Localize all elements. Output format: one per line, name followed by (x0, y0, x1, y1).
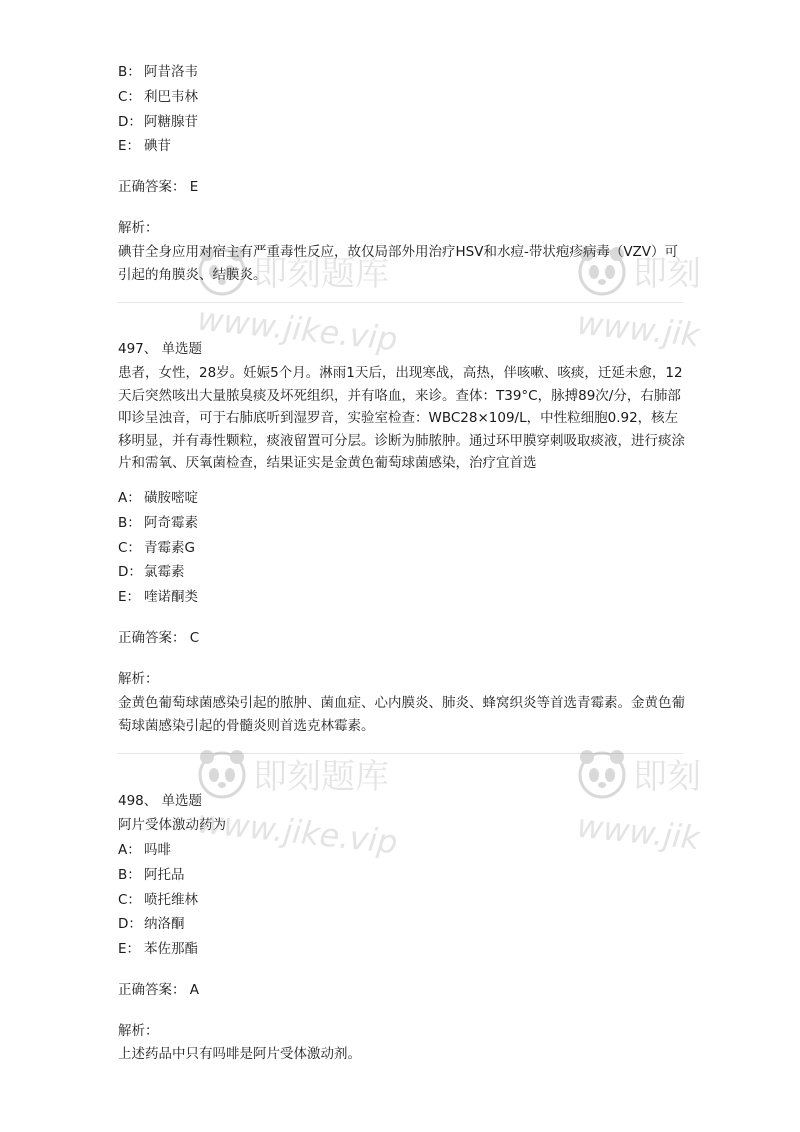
answer-label: 正确答案： (118, 179, 186, 195)
correct-answer (118, 628, 199, 648)
option-text: 喷托维林 (144, 892, 198, 908)
analysis-label: 解析： (118, 671, 159, 687)
option-text: 利巴韦林 (144, 89, 198, 105)
option-b (118, 865, 185, 885)
option-c (118, 87, 198, 107)
option-key: B： (118, 64, 141, 80)
analysis-text: 金黄色葡萄球菌感染引起的脓肿、菌血症、心内膜炎、肺炎、蜂窝织炎等首选青霉素。金黄色葡萄球菌感染引起的骨髓炎则首选克林霉素。 (118, 695, 685, 734)
watermark-name: 即刻 (633, 757, 701, 797)
option-d (118, 914, 185, 934)
answer-label: 正确答案： (118, 630, 186, 646)
option-key: C： (118, 540, 141, 556)
option-c (118, 890, 198, 910)
option-text: 喹诺酮类 (144, 589, 198, 605)
option-key: A： (118, 490, 141, 506)
option-c (118, 538, 195, 558)
option-text: 青霉素G (144, 540, 195, 556)
option-text: 碘苷 (144, 138, 171, 154)
option-e (118, 939, 198, 959)
option-text: 阿奇霉素 (144, 515, 198, 531)
option-d (118, 112, 198, 132)
option-a (118, 488, 198, 508)
analysis-text: 上述药品中只有吗啡是阿片受体激动剂。 (118, 1046, 361, 1062)
option-key: C： (118, 892, 141, 908)
analysis-label: 解析： (118, 220, 159, 236)
question-header: 497、 单选题 (118, 341, 203, 357)
question-stem: 阿片受体激动药为 (118, 817, 226, 833)
correct-answer (118, 980, 199, 1000)
option-text: 苯佐那酯 (144, 941, 198, 957)
option-key: D： (118, 564, 142, 580)
watermark-url: www.jike.vip (195, 802, 400, 862)
answer-value: E (189, 179, 199, 195)
watermark (575, 735, 800, 885)
option-key: D： (118, 114, 142, 130)
question-header: 498、 单选题 (118, 793, 203, 809)
watermark (195, 735, 425, 885)
option-e (118, 136, 171, 156)
option-text: 氯霉素 (144, 564, 185, 580)
panda-logo-icon (195, 745, 249, 805)
option-text: 磺胺嘧啶 (144, 490, 198, 506)
option-text: 阿托品 (144, 867, 185, 883)
watermark-url: www.jik (575, 806, 702, 858)
option-b (118, 513, 198, 533)
option-d (118, 562, 185, 582)
option-key: E： (118, 589, 141, 605)
answer-label: 正确答案： (118, 982, 186, 998)
watermark-name: 即刻 (633, 254, 701, 294)
option-b (118, 62, 198, 82)
watermark-url: www.jike.vip (195, 299, 400, 359)
option-key: E： (118, 138, 141, 154)
option-key: B： (118, 515, 141, 531)
option-key: A： (118, 842, 141, 858)
option-text: 吗啡 (144, 842, 171, 858)
answer-value: A (189, 982, 200, 998)
watermark-name: 即刻题库 (253, 254, 389, 294)
divider (118, 302, 683, 303)
option-text: 阿糖腺苷 (144, 114, 198, 130)
analysis-label: 解析： (118, 1023, 159, 1039)
option-key: E： (118, 941, 141, 957)
option-text: 阿昔洛韦 (144, 64, 198, 80)
correct-answer (118, 177, 198, 197)
question-stem: 患者，女性，28岁。妊娠5个月。淋雨1天后，出现寒战，高热，伴咳嗽、咳痰，迁延未愈，12天后突然咳出大量脓臭痰及坏死组织，并有咯血，来诊。查体：T39°C，脉搏89次/分，右肺部叩诊呈浊音，可于右肺底听到湿罗音，实验室检查：WBC28×109/L，中性粒细胞0.92，核左移明显，并有毒性颗粒，痰液留置可分层。诊断为肺脓肿。通过环甲膜穿刺吸取痰液，进行痰涂片和需氧、厌氧菌检查，结果证实是金黄色葡萄球菌感染，治疗宜首选 (118, 365, 685, 471)
answer-value: C (189, 630, 200, 646)
option-key: B： (118, 867, 141, 883)
panda-logo-icon (575, 745, 629, 805)
watermark-url: www.jik (575, 303, 702, 355)
option-text: 纳洛酮 (144, 916, 185, 932)
option-key: C： (118, 89, 141, 105)
option-key: D： (118, 916, 142, 932)
divider (118, 753, 683, 754)
analysis-text: 碘苷全身应用对宿主有严重毒性反应，故仅局部外用治疗HSV和水痘-带状疱疹病毒（VZV）可引起的角膜炎、结膜炎。 (118, 244, 679, 283)
watermark-name: 即刻题库 (253, 757, 389, 797)
option-a (118, 840, 171, 860)
option-e (118, 587, 198, 607)
